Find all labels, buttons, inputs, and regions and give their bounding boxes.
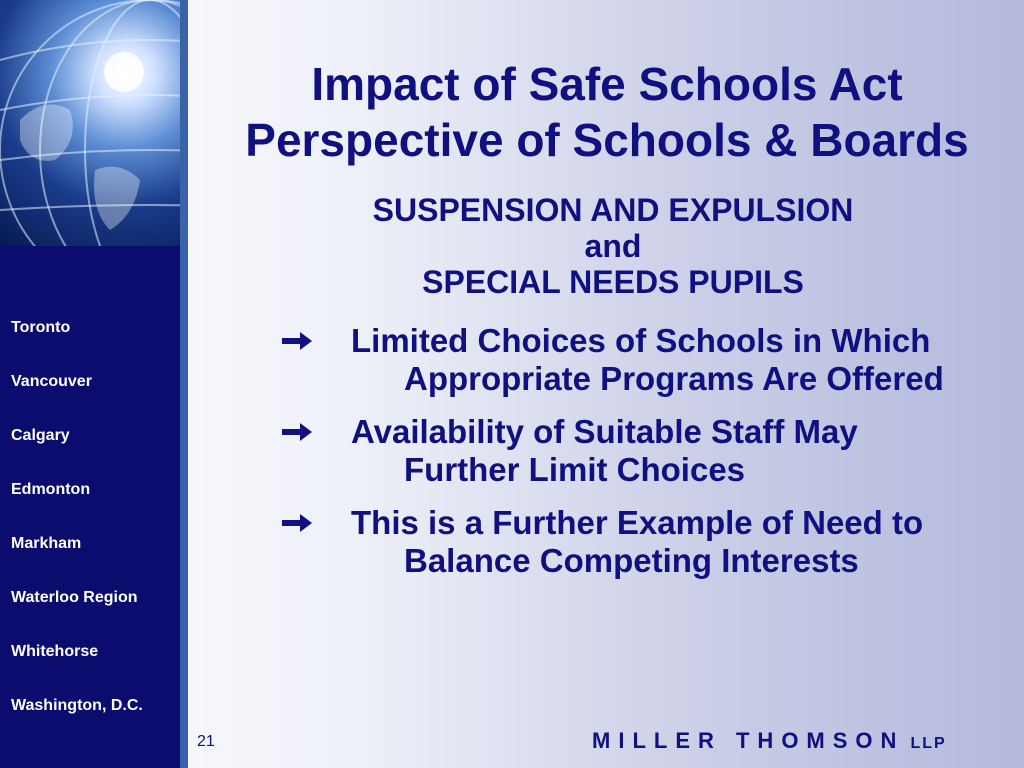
slide-subtitle <box>190 192 1024 300</box>
right-arrow-icon <box>280 329 314 353</box>
right-arrow-icon <box>280 420 314 444</box>
subtitle-line-1: SUSPENSION AND EXPULSION <box>372 192 854 228</box>
bullet-text: This is a Further Example of Need to Balance Competing Interests <box>351 504 924 579</box>
bullet-item <box>280 504 980 580</box>
page-number: 21 <box>197 733 215 750</box>
right-arrow-icon <box>280 511 314 535</box>
city-item: Markham <box>11 535 82 552</box>
bullet-text: Limited Choices of Schools in Which Appropriate Programs Are Offered <box>351 322 944 397</box>
title-line-2: Perspective of Schools & Boards <box>245 114 969 166</box>
city-item: Whitehorse <box>11 643 99 660</box>
globe-image <box>0 0 180 246</box>
city-item: Waterloo Region <box>11 589 138 606</box>
city-item: Toronto <box>11 319 71 336</box>
logo-suffix: LLP <box>910 735 947 752</box>
sidebar-stripe <box>180 0 188 768</box>
bullet-text: Availability of Suitable Staff May Further Limit Choices <box>351 413 858 488</box>
city-item: Washington, D.C. <box>11 697 143 714</box>
bullet-item <box>280 322 980 398</box>
bullet-list <box>280 322 980 595</box>
city-list <box>11 318 143 750</box>
city-item: Vancouver <box>11 373 92 390</box>
city-item: Edmonton <box>11 481 91 498</box>
title-line-1: Impact of Safe Schools Act <box>311 58 903 110</box>
subtitle-line-3: SPECIAL NEEDS PUPILS <box>422 264 804 300</box>
city-item: Calgary <box>11 427 70 444</box>
bullet-item <box>280 413 980 489</box>
globe-icon <box>0 0 180 246</box>
company-logo <box>592 728 947 754</box>
slide-title <box>190 56 1024 168</box>
logo-name: MILLER THOMSON <box>592 728 905 753</box>
subtitle-line-2: and <box>584 228 642 264</box>
